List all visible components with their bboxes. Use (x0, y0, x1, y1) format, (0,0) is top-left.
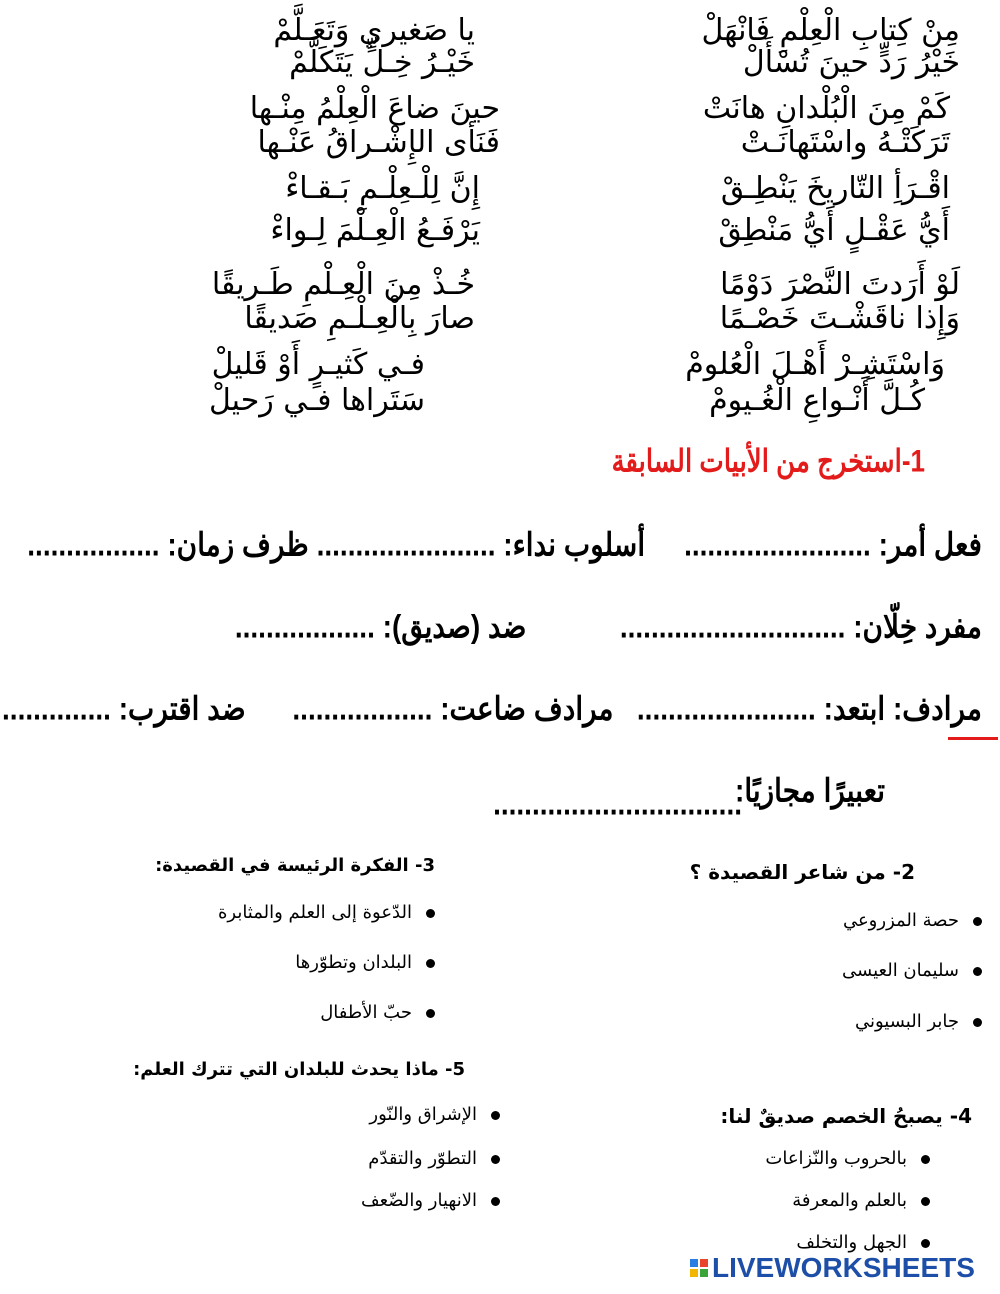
underline-mark (948, 737, 998, 740)
poem-line: فـي كَثيـرٍ أَوْ قَليلْ (211, 347, 425, 382)
question-3-option[interactable]: البلدان وتطوّرها (295, 952, 435, 973)
poem-line: تَرَكَتْـهُ واسْتَهانَـتْ (740, 125, 950, 160)
question-4-title: 4- يصبحُ الخصم صديقٌ لنا: (720, 1104, 972, 1128)
question-5-title: 5- ماذا يحدث للبلدان التي تترك العلم: (133, 1059, 465, 1080)
fill-row-3 (2, 690, 982, 728)
blank-antonym-approach[interactable]: .............. (2, 690, 111, 727)
liveworksheets-logo[interactable] (690, 1252, 975, 1284)
poem-line: وَاسْتَشِـرْ أَهْـلَ الْعُلومْ (685, 347, 945, 382)
bullet-icon (491, 1197, 500, 1206)
poem-line: فَنَأى الإِشْـراقُ عَنْـها (257, 125, 500, 160)
question-4-option[interactable]: بالعلم والمعرفة (792, 1190, 930, 1211)
poem-line: إِنَّ لِلْـعِلْـمِ بَـقـاءْ (285, 171, 480, 206)
blank-figurative[interactable]: ................................ (493, 785, 742, 822)
blank-time-adverb[interactable]: ................. (27, 526, 160, 563)
question-5-option[interactable]: الانهيار والضّعف (361, 1190, 500, 1211)
bullet-icon (973, 1018, 982, 1027)
question-3-option[interactable]: الدّعوة إلى العلم والمثابرة (218, 902, 435, 923)
poem-line: سَتَراها فـي رَحيلْ (208, 383, 425, 418)
bullet-icon (921, 1155, 930, 1164)
label-antonym-friend: ضد (صديق): (382, 608, 527, 645)
blank-singular[interactable]: ............................. (619, 608, 846, 645)
blank-synonym-move-away[interactable]: ....................... (636, 690, 816, 727)
poem-line: وَإِذا ناقَشْـتَ خَصْـمًا (719, 301, 960, 336)
label-vocative: أسلوب نداء: (503, 526, 646, 563)
question-5-option[interactable]: الإشراق والنّور (369, 1104, 500, 1125)
bullet-icon (426, 959, 435, 968)
fill-row-4-blank (493, 786, 742, 823)
section-1-title: 1-استخرج من الأبيات السابقة (611, 442, 925, 479)
poem-line: حينَ ضاعَ الْعِلْمُ مِنْـها (249, 91, 500, 126)
bullet-icon (921, 1239, 930, 1248)
poem-line: كَمْ مِنَ الْبُلْدانِ هانَتْ (702, 91, 950, 126)
blank-antonym-friend[interactable]: .................. (234, 608, 375, 645)
fill-row-4 (735, 772, 885, 810)
fill-row-1 (27, 526, 982, 564)
bullet-icon (973, 917, 982, 926)
poem-line: يا صَغيري وَتَعَـلَّمْ (273, 13, 475, 48)
liveworksheets-grid-icon (690, 1259, 708, 1277)
poem-line: مِنْ كِتابِ الْعِلْمِ فَانْهَلْ (701, 13, 960, 48)
bullet-icon (973, 967, 982, 976)
poem-line: خُـذْ مِنَ الْعِـلْمِ طَـريقًا (211, 267, 475, 302)
brand-name: LIVEWORKSHEETS (712, 1252, 975, 1283)
label-synonym-move-away: مرادف: ابتعد: (823, 690, 982, 727)
question-2-option[interactable]: سليمان العيسى (842, 960, 982, 981)
poem-line: خَيْرُ رَدٍّ حينَ تُسْأَلْ (742, 45, 960, 80)
bullet-icon (426, 909, 435, 918)
poem-line: كُـلَّ أَنْـواعِ الْغُـيومْ (709, 383, 925, 418)
bullet-icon (426, 1009, 435, 1018)
question-5-option[interactable]: التطوّر والتقدّم (368, 1148, 500, 1169)
blank-vocative[interactable]: ....................... (316, 526, 496, 563)
poem-line: يَرْفَـعُ الْعِـلْمَ لِـواءْ (270, 213, 480, 248)
fill-row-2 (235, 608, 982, 646)
blank-synonym-lost[interactable]: .................. (292, 690, 433, 727)
bullet-icon (491, 1111, 500, 1120)
poem-line: لَوْ أَرَدتَ النَّصْرَ دَوْمًا (720, 267, 960, 302)
question-3-option[interactable]: حبّ الأطفال (320, 1002, 435, 1023)
question-2-option[interactable]: حصة المزروعي (843, 910, 982, 931)
poem-line: اقْـرَأِ التّاريخَ يَنْطِـقْ (720, 171, 950, 206)
label-figurative: تعبيرًا مجازيًا: (735, 772, 885, 809)
question-4-option[interactable]: الجهل والتخلف (796, 1232, 930, 1253)
poem-line: أَيُّ عَقْـلٍ أَيُّ مَنْطِقْ (718, 213, 950, 248)
poem-line: صارَ بِالْعِـلْـمِ صَديقًا (244, 301, 475, 336)
bullet-icon (921, 1197, 930, 1206)
label-singular: مفرد خِلّان: (853, 608, 982, 645)
poem-line: خَيْـرُ خِـلٍّ يَتَكَلَّمْ (289, 45, 475, 80)
bullet-icon (491, 1155, 500, 1164)
label-synonym-lost: مرادف ضاعت: (440, 690, 614, 727)
question-2-option[interactable]: جابر البسيوني (855, 1011, 982, 1032)
question-4-option[interactable]: بالحروب والنّزاعات (765, 1148, 930, 1169)
question-2-title: 2- من شاعر القصيدة ؟ (689, 860, 915, 884)
label-command-verb: فعل أمر: (878, 526, 982, 563)
label-antonym-approach: ضد اقترب: (118, 690, 246, 727)
blank-command-verb[interactable]: ........................ (684, 526, 871, 563)
question-3-title: 3- الفكرة الرئيسة في القصيدة: (155, 855, 435, 876)
label-time-adverb: ظرف زمان: (167, 526, 309, 563)
